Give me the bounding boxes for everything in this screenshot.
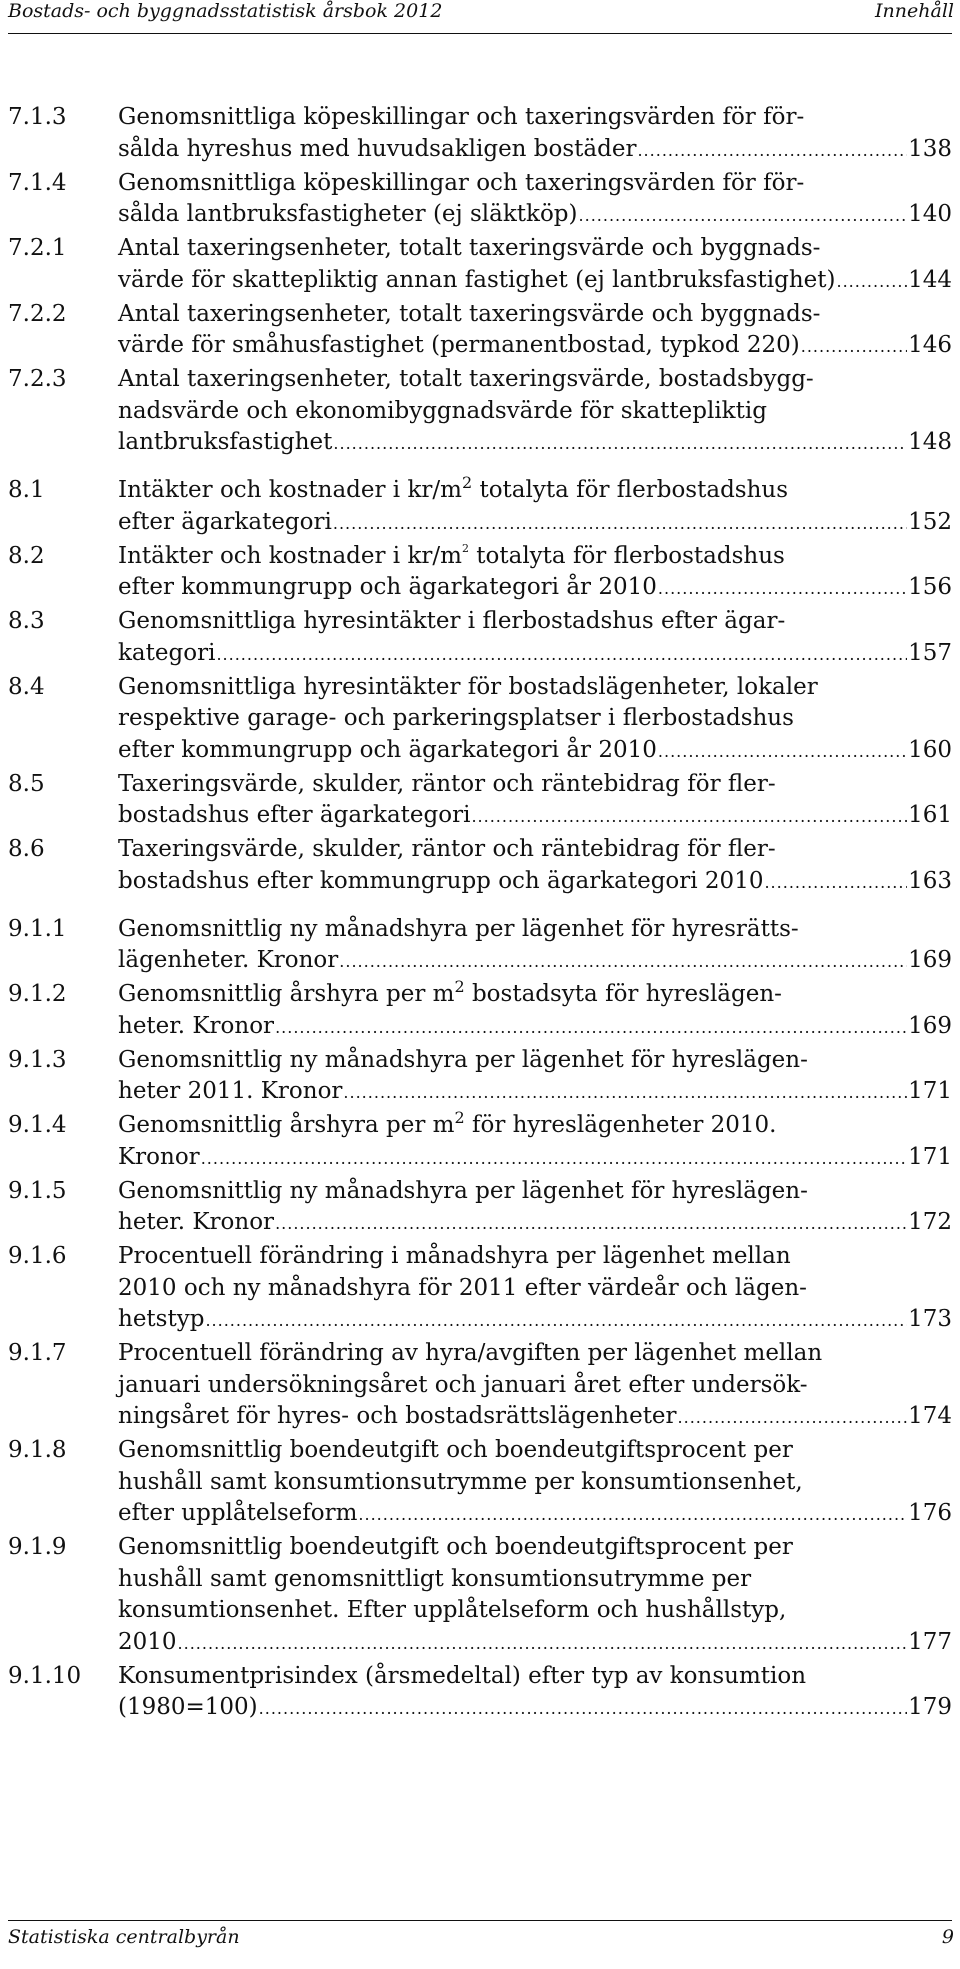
toc-entry-line: Genomsnittliga hyresintäkter i flerbostadshus efter ägar- bbox=[118, 608, 786, 634]
header-rule bbox=[8, 33, 952, 34]
footer-rule bbox=[8, 1920, 952, 1921]
toc-entry-number: 8.6 bbox=[8, 836, 45, 862]
toc-entry-text: heter 2011. Kronor bbox=[118, 1078, 343, 1104]
toc-entry-number: 7.2.3 bbox=[8, 366, 67, 392]
toc-entry-text: lägenheter. Kronor bbox=[118, 947, 339, 973]
dot-leader bbox=[275, 1012, 907, 1044]
dot-leader bbox=[658, 736, 907, 768]
toc-entry[interactable] bbox=[8, 541, 952, 605]
toc-entry-text: kategori bbox=[118, 639, 216, 666]
toc-page-number[interactable]: 174 bbox=[908, 1403, 952, 1429]
toc-entry-text: heter. Kronor bbox=[118, 1209, 275, 1235]
dot-leader bbox=[178, 1628, 908, 1660]
toc-entry-line: 2010 och ny månadshyra för 2011 efter värdeår och lägen- bbox=[118, 1274, 807, 1301]
toc-entry-number: 9.1.7 bbox=[8, 1340, 67, 1366]
dot-leader bbox=[579, 200, 908, 232]
toc-entry[interactable] bbox=[8, 979, 952, 1043]
toc-entry-last-line bbox=[118, 945, 952, 978]
toc-page-number[interactable]: 173 bbox=[908, 1306, 952, 1332]
toc-entry-line: januari undersökningsåret och januari året efter undersök- bbox=[118, 1371, 808, 1398]
toc-page-number[interactable]: 163 bbox=[908, 867, 952, 894]
dot-leader bbox=[205, 1305, 907, 1337]
toc-entry[interactable] bbox=[8, 168, 952, 232]
toc-entry-line: konsumtionsenhet. Efter upplåtelseform och hushållstyp, bbox=[118, 1597, 787, 1623]
toc-entry-text: sålda lantbruksfastigheter (ej släktköp) bbox=[118, 201, 578, 227]
toc-entry[interactable] bbox=[8, 233, 952, 297]
toc-entry-last-line bbox=[118, 507, 952, 540]
toc-entry-line: Genomsnittliga köpeskillingar och taxeringsvärden för för- bbox=[118, 169, 805, 196]
toc-entry-line: Genomsnittliga hyresintäkter för bostadslägenheter, lokaler bbox=[118, 673, 818, 700]
toc-page-number[interactable]: 144 bbox=[908, 266, 952, 293]
toc-entry-text: lantbruksfastighet bbox=[118, 429, 333, 455]
toc-page-number[interactable]: 179 bbox=[908, 1694, 952, 1720]
toc-page-number[interactable]: 177 bbox=[908, 1628, 952, 1655]
toc-entry-number: 9.1.6 bbox=[8, 1243, 67, 1269]
toc-entry-text: sålda hyreshus med huvudsakligen bostäder bbox=[118, 135, 637, 162]
toc-page-number[interactable]: 171 bbox=[908, 1078, 952, 1104]
toc-entry-number: 7.2.1 bbox=[8, 235, 67, 261]
footer-publisher: Statistiska centralbyrån bbox=[8, 1926, 240, 1948]
toc-entry-number: 8.5 bbox=[8, 770, 45, 797]
toc-entry-last-line bbox=[118, 134, 952, 167]
toc-entry[interactable] bbox=[8, 1110, 952, 1174]
toc-entry-number: 9.1.2 bbox=[8, 981, 67, 1007]
toc-entry[interactable] bbox=[8, 299, 952, 363]
toc-entry-number: 7.1.3 bbox=[8, 104, 67, 130]
toc-entry-line: nadsvärde och ekonomibyggnadsvärde för skattepliktig bbox=[118, 397, 767, 424]
toc-entry-text: hetstyp bbox=[118, 1306, 205, 1332]
toc-entry-number: 9.1.1 bbox=[8, 915, 67, 942]
toc-page-number[interactable]: 148 bbox=[908, 429, 952, 455]
toc-entry-last-line bbox=[118, 572, 952, 605]
dot-leader bbox=[275, 1208, 907, 1240]
toc-entry-number: 8.4 bbox=[8, 673, 45, 700]
toc-entry[interactable] bbox=[8, 102, 952, 166]
toc-entry-line: Antal taxeringsenheter, totalt taxeringsvärde och byggnads- bbox=[118, 300, 821, 327]
toc-entry-text: ningsåret för hyres- och bostadsrättslägenheter bbox=[118, 1403, 677, 1429]
toc-entry-last-line bbox=[118, 866, 952, 899]
toc-entry-number: 9.1.8 bbox=[8, 1437, 67, 1463]
toc-entry-text: totalyta för flerbostadshus bbox=[479, 477, 789, 503]
toc-entry-line: hushåll samt konsumtionsutrymme per konsumtionsenhet, bbox=[118, 1468, 803, 1495]
toc-entry-line bbox=[118, 475, 952, 507]
toc-entry-last-line bbox=[118, 265, 952, 298]
toc-entry-number: 8.1 bbox=[8, 477, 45, 503]
toc-page-number[interactable]: 157 bbox=[908, 639, 952, 666]
toc-entry-number: 8.3 bbox=[8, 608, 45, 634]
toc-entry-text: bostadsyta för hyreslägen- bbox=[471, 981, 782, 1007]
toc-entry[interactable] bbox=[8, 769, 952, 833]
toc-entry-line: Genomsnittlig boendeutgift och boendeutgiftsprocent per bbox=[118, 1534, 793, 1560]
toc-entry-line: Procentuell förändring av hyra/avgiften per lägenhet mellan bbox=[118, 1340, 823, 1366]
toc-page-number[interactable]: 152 bbox=[908, 508, 952, 535]
toc-entry-line: Taxeringsvärde, skulder, räntor och räntebidrag för fler- bbox=[118, 770, 776, 797]
toc-page-number[interactable]: 156 bbox=[908, 574, 952, 600]
page-footer bbox=[0, 1926, 960, 1948]
toc-entry-text: efter ägarkategori bbox=[118, 508, 332, 535]
dot-leader bbox=[343, 1077, 907, 1109]
toc-page-number[interactable]: 140 bbox=[908, 201, 952, 227]
toc-entry[interactable] bbox=[8, 1661, 952, 1725]
toc-entry[interactable] bbox=[8, 1532, 952, 1659]
toc-entry-last-line bbox=[118, 638, 952, 671]
dot-leader bbox=[764, 867, 907, 899]
toc-page-number[interactable]: 171 bbox=[908, 1143, 952, 1170]
toc-entry-text: bostadshus efter ägarkategori bbox=[118, 802, 471, 828]
toc-entry-text: värde för småhusfastighet (permanentbostad, typkod 220) bbox=[118, 332, 800, 358]
toc-page-number[interactable]: 172 bbox=[908, 1209, 952, 1235]
toc-page-number[interactable]: 146 bbox=[908, 332, 952, 358]
toc-entry-text: Genomsnittlig årshyra per m bbox=[118, 981, 455, 1007]
toc-entry-line bbox=[118, 1110, 952, 1142]
toc-entry-last-line bbox=[118, 330, 952, 363]
dot-leader bbox=[658, 573, 907, 605]
superscript: 2 bbox=[454, 977, 465, 996]
toc-entry-last-line bbox=[118, 735, 952, 768]
toc-entry-last-line bbox=[118, 199, 952, 232]
toc-entry-line: Procentuell förändring i månadshyra per lägenhet mellan bbox=[118, 1243, 791, 1269]
toc-entry[interactable] bbox=[8, 672, 952, 768]
toc-entry-last-line bbox=[118, 1207, 952, 1240]
toc-entry-number: 7.2.2 bbox=[8, 300, 67, 327]
toc-entry-last-line bbox=[118, 1627, 952, 1660]
toc-entry-last-line bbox=[118, 1011, 952, 1044]
toc-entry-text: 2010 bbox=[118, 1628, 177, 1655]
toc-entry-text: Intäkter och kostnader i kr/m bbox=[118, 477, 462, 503]
toc-entry[interactable] bbox=[8, 1241, 952, 1337]
toc-entry[interactable] bbox=[8, 914, 952, 978]
toc-entry-number: 9.1.4 bbox=[8, 1112, 67, 1138]
dot-leader bbox=[339, 946, 907, 978]
toc-page-number[interactable]: 169 bbox=[908, 1012, 952, 1039]
dot-leader bbox=[678, 1402, 908, 1434]
toc-entry-text: bostadshus efter kommungrupp och ägarkategori 2010 bbox=[118, 867, 764, 894]
toc-entry[interactable] bbox=[8, 606, 952, 670]
toc-entry-last-line bbox=[118, 1498, 952, 1531]
toc-entry-line: Genomsnittlig boendeutgift och boendeutgiftsprocent per bbox=[118, 1437, 793, 1463]
toc-entry-number: 9.1.3 bbox=[8, 1046, 67, 1073]
toc-entry-text: efter kommungrupp och ägarkategori år 2010 bbox=[118, 574, 657, 600]
toc-entry-number: 7.1.4 bbox=[8, 169, 67, 196]
toc-entry-line: Antal taxeringsenheter, totalt taxeringsvärde och byggnads- bbox=[118, 235, 821, 261]
toc-entry-line: Konsumentprisindex (årsmedeltal) efter typ av konsumtion bbox=[118, 1662, 807, 1689]
toc-entry-line: Genomsnittlig ny månadshyra per lägenhet för hyreslägen- bbox=[118, 1046, 808, 1073]
toc-entry-text: Genomsnittlig årshyra per m bbox=[118, 1112, 455, 1138]
toc-entry-text: Kronor bbox=[118, 1143, 200, 1170]
dot-leader bbox=[333, 428, 907, 460]
superscript: 2 bbox=[461, 473, 473, 492]
toc-entry-line bbox=[118, 979, 952, 1011]
header-title: Bostads- och byggnadsstatistisk årsbok 2012 bbox=[8, 0, 443, 22]
superscript: 2 bbox=[461, 541, 469, 555]
dot-leader bbox=[259, 1693, 907, 1725]
toc-entry-text: Intäkter och kostnader i kr/m bbox=[118, 542, 462, 569]
toc-entry-last-line bbox=[118, 1401, 952, 1434]
toc-entry[interactable] bbox=[8, 1045, 952, 1109]
toc-page-number[interactable]: 138 bbox=[908, 135, 952, 162]
dot-leader bbox=[216, 639, 907, 671]
toc-entry-number: 9.1.9 bbox=[8, 1534, 67, 1560]
page-number: 9 bbox=[941, 1926, 954, 1948]
toc-entry-text: för hyreslägenheter 2010. bbox=[471, 1112, 777, 1138]
dot-leader bbox=[637, 135, 907, 167]
toc-entry[interactable] bbox=[8, 1176, 952, 1240]
toc-entry[interactable] bbox=[8, 364, 952, 460]
superscript: 2 bbox=[454, 1108, 465, 1127]
toc-entry-last-line bbox=[118, 1304, 952, 1337]
toc-entry[interactable] bbox=[8, 1435, 952, 1531]
toc-entry-text: efter kommungrupp och ägarkategori år 2010 bbox=[118, 736, 657, 763]
toc-entry-number: 9.1.5 bbox=[8, 1177, 67, 1204]
toc-entry-line: Taxeringsvärde, skulder, räntor och räntebidrag för fler- bbox=[118, 836, 776, 862]
toc-entry-last-line bbox=[118, 1076, 952, 1109]
dot-leader bbox=[471, 801, 907, 833]
header-section: Innehåll bbox=[875, 0, 954, 22]
dot-leader bbox=[801, 331, 907, 363]
dot-leader bbox=[333, 508, 907, 540]
section-gap bbox=[8, 900, 952, 914]
toc-entry-line: Genomsnittlig ny månadshyra per lägenhet för hyreslägen- bbox=[118, 1177, 808, 1204]
toc-entry-line: hushåll samt genomsnittligt konsumtionsutrymme per bbox=[118, 1565, 752, 1592]
toc-entry-line: Antal taxeringsenheter, totalt taxeringsvärde, bostadsbygg- bbox=[118, 366, 814, 392]
toc-page-number[interactable]: 176 bbox=[908, 1500, 952, 1526]
toc-entry-line: respektive garage- och parkeringsplatser i flerbostadshus bbox=[118, 705, 794, 731]
toc-entry-number: 8.2 bbox=[8, 542, 45, 569]
section-gap bbox=[8, 461, 952, 475]
toc-page-number[interactable]: 169 bbox=[908, 947, 952, 973]
toc-entry-last-line bbox=[118, 800, 952, 833]
toc-entry-number: 9.1.10 bbox=[8, 1662, 82, 1689]
toc-entry[interactable] bbox=[8, 1338, 952, 1434]
dot-leader bbox=[358, 1499, 907, 1531]
toc-entry-text: efter upplåtelseform bbox=[118, 1500, 358, 1526]
toc-entry-last-line bbox=[118, 1142, 952, 1175]
toc-page-number[interactable]: 160 bbox=[908, 736, 952, 763]
dot-leader bbox=[836, 266, 907, 298]
table-of-contents bbox=[8, 102, 952, 1726]
toc-entry-text: heter. Kronor bbox=[118, 1012, 275, 1039]
toc-entry[interactable] bbox=[8, 475, 952, 539]
page-header bbox=[0, 0, 960, 34]
toc-entry-text: totalyta för flerbostadshus bbox=[476, 542, 785, 569]
toc-entry-text: (1980=100) bbox=[118, 1694, 258, 1720]
toc-entry-line: Genomsnittliga köpeskillingar och taxeringsvärden för för- bbox=[118, 104, 805, 130]
toc-entry[interactable] bbox=[8, 834, 952, 898]
toc-entry-line bbox=[118, 541, 952, 573]
toc-entry-last-line bbox=[118, 427, 952, 460]
toc-entry-line: Genomsnittlig ny månadshyra per lägenhet för hyresrätts- bbox=[118, 915, 799, 942]
dot-leader bbox=[201, 1143, 907, 1175]
toc-entry-text: värde för skattepliktig annan fastighet (ej lantbruksfastighet) bbox=[118, 266, 836, 293]
toc-entry-last-line bbox=[118, 1692, 952, 1725]
toc-page-number[interactable]: 161 bbox=[908, 802, 952, 828]
